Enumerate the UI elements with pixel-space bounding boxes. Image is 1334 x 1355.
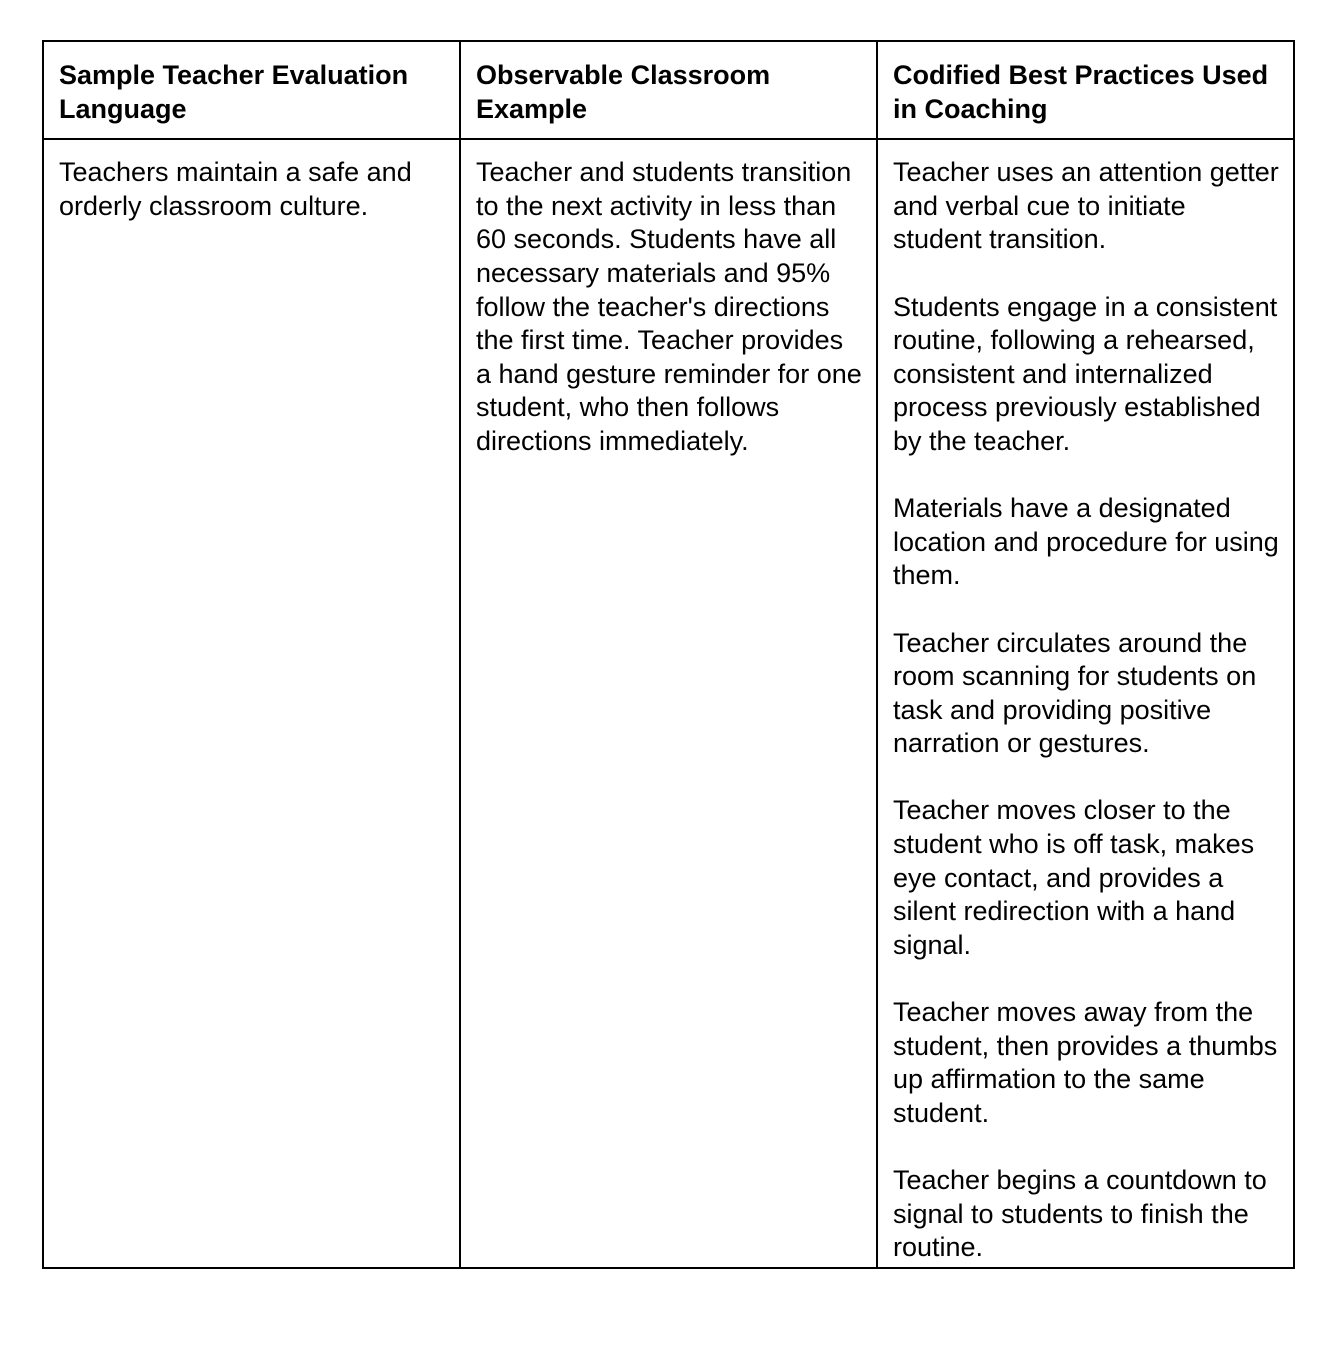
coaching-practices-table <box>42 40 1295 1269</box>
cell-evaluation-language: Teachers maintain a safe and orderly classroom culture. <box>43 139 460 1268</box>
best-practice-materials-location: Materials have a designated location and procedure for using them. <box>893 493 1279 591</box>
table-header <box>43 41 1294 139</box>
best-practice-circulates: Teacher circulates around the room scanning for students on task and providing positive narration or gestures. <box>893 627 1257 759</box>
header-best-practices: Codified Best Practices Used in Coaching <box>877 41 1294 139</box>
header-classroom-example: Observable Classroom Example <box>460 41 877 139</box>
header-evaluation-language: Sample Teacher Evaluation Language <box>43 41 460 139</box>
best-practice-consistent-routine: Students engage in a consistent routine, following a rehearsed, consistent and internalized process previously established by the teacher. <box>893 291 1278 456</box>
cell-best-practices <box>877 139 1294 1268</box>
best-practice-attention-getter: Teacher uses an attention getter and verbal cue to initiate student transition. <box>893 157 1279 255</box>
table-body <box>43 139 1294 1268</box>
table-row <box>43 139 1294 1268</box>
header-row <box>43 41 1294 139</box>
best-practice-countdown: Teacher begins a countdown to signal to students to finish the routine. <box>893 1165 1267 1263</box>
cell-classroom-example: Teacher and students transition to the next activity in less than 60 seconds. Students have all necessary materials and 95% follow the teacher's directions the first time. Teacher provides a hand gesture reminder for one student, who then follows directions immediately. <box>460 139 877 1268</box>
best-practice-thumbs-up: Teacher moves away from the student, then provides a thumbs up affirmation to the same student. <box>893 997 1278 1128</box>
best-practice-silent-redirection: Teacher moves closer to the student who is off task, makes eye contact, and provides a silent redirection with a hand signal. <box>893 795 1255 960</box>
